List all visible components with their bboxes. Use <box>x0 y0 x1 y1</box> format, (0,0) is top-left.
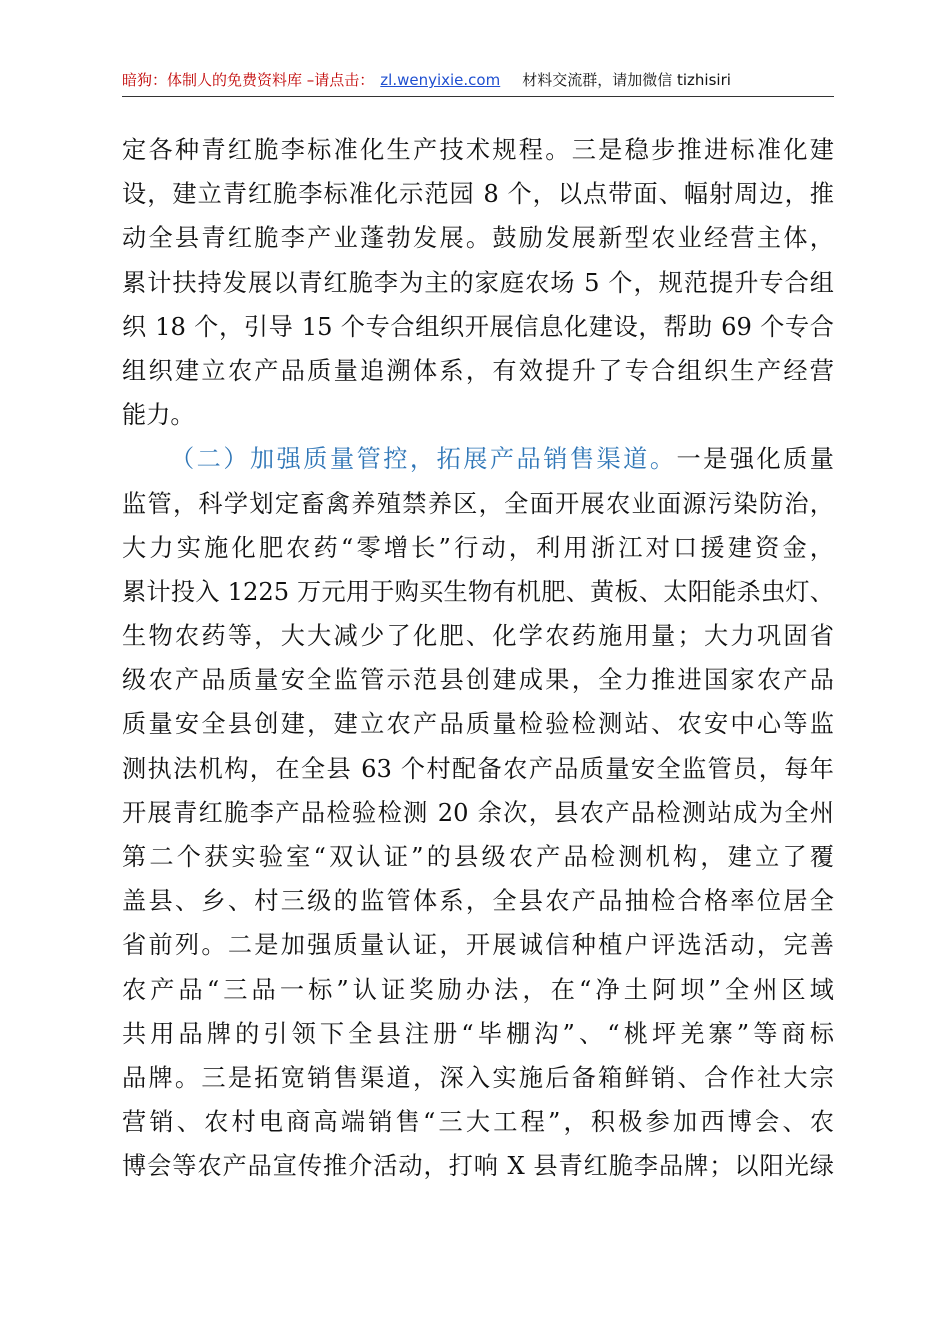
text-line: 省前列。二是加强质量认证，开展诚信种植户评选活动，完善 <box>122 931 834 960</box>
text-line: 能力。 <box>122 401 195 430</box>
text-line: 共用品牌的引领下全县注册“毕棚沟”、“桃坪羌寨”等商标 <box>122 1019 834 1048</box>
text-line: 累计扶持发展以青红脆李为主的家庭农场 5 个，规范提升专合组 <box>122 268 834 297</box>
paragraph-2 <box>122 437 834 1188</box>
text-line: 设，建立青红脆李标准化示范园 8 个，以点带面、幅射周边，推 <box>122 180 834 209</box>
text-line: 级农产品质量安全监管示范县创建成果，全力推进国家农产品 <box>122 666 834 695</box>
text-line: 定各种青红脆李标准化生产技术规程。三是稳步推进标准化建 <box>122 136 834 164</box>
text-line: 组织建立农产品质量追溯体系，有效提升了专合组织生产经营 <box>122 356 834 385</box>
text-line: 测执法机构，在全县 63 个村配备农产品质量安全监管员，每年 <box>122 754 834 783</box>
text-line: 开展青红脆李产品检验检测 20 余次，县农产品检测站成为全州 <box>122 798 834 827</box>
header-promo-text: 暗狗：体制人的免费资料库 –请点击： <box>122 71 375 89</box>
document-body <box>122 128 834 1189</box>
header-link[interactable]: zl.wenyixie.com <box>380 71 501 89</box>
text-line: 大力实施化肥农药“零增长”行动，利用浙江对口援建资金， <box>122 533 834 562</box>
text-line: 博会等农产品宣传推介活动，打响 X 县青红脆李品牌；以阳光绿 <box>122 1152 834 1181</box>
text-line: 品牌。三是拓宽销售渠道，深入实施后备箱鲜销、合作社大宗 <box>122 1063 834 1092</box>
text-line: 农产品“三品一标”认证奖励办法，在“净土阿坝”全州区域 <box>122 975 834 1004</box>
section-heading-line <box>122 437 834 481</box>
text-line: 生物农药等，大大减少了化肥、化学农药施用量；大力巩固省 <box>122 622 834 651</box>
text-line: 织 18 个，引导 15 个专合组织开展信息化建设，帮助 69 个专合 <box>122 312 834 341</box>
text-line: 营销、农村电商高端销售“三大工程”，积极参加西博会、农 <box>122 1108 834 1137</box>
text-line: 监管，科学划定畜禽养殖禁养区，全面开展农业面源污染防治， <box>122 489 834 518</box>
text-line: 质量安全县创建，建立农产品质量检验检测站、农安中心等监 <box>122 710 834 739</box>
text-line: 第二个获实验室“双认证”的县级农产品检测机构，建立了覆 <box>122 843 834 871</box>
header-divider <box>122 96 834 97</box>
text-line: 动全县青红脆李产业蓬勃发展。鼓励发展新型农业经营主体， <box>122 224 834 253</box>
paragraph-1 <box>122 128 834 437</box>
heading-line-rest: 一是强化质量 <box>676 445 834 474</box>
text-line: 累计投入 1225 万元用于购买生物有机肥、黄板、太阳能杀虫灯、 <box>122 577 834 606</box>
page-header <box>122 66 834 94</box>
section-heading: （二）加强质量管控，拓展产品销售渠道。 <box>170 445 677 474</box>
header-contact-text: 材料交流群，请加微信 tizhisiri <box>522 71 731 89</box>
text-line: 盖县、乡、村三级的监管体系，全县农产品抽检合格率位居全 <box>122 887 834 916</box>
